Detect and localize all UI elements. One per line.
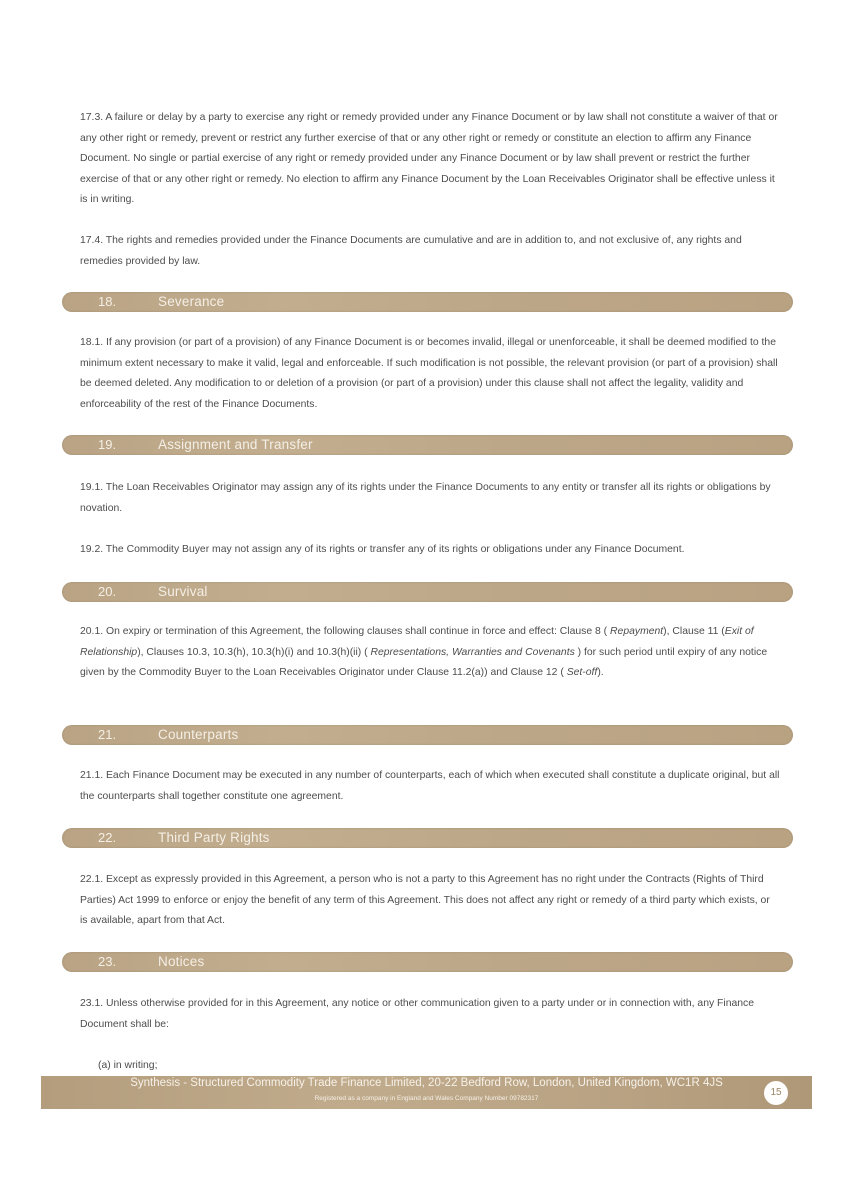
clause-20-1-text-b: ), Clause 11 ( bbox=[663, 626, 725, 637]
clause-23-1: 23.1. Unless otherwise provided for in this Agreement, any notice or other communication given to a party under or in connection with, any Finance Document shall be: bbox=[80, 998, 755, 1030]
section-header-counterparts bbox=[62, 725, 793, 745]
section-title: Third Party Rights bbox=[158, 830, 270, 845]
clause-20-1 bbox=[80, 622, 780, 684]
clause-23-1-a: (a) in writing; bbox=[98, 1060, 158, 1071]
section-number: 19. bbox=[98, 437, 117, 452]
clause-20-1-text-c: ), Clauses 10.3, 10.3(h), 10.3(h)(i) and 10.3(h)(ii) ( bbox=[137, 646, 371, 658]
clause-20-1-text-d: ) for such period until expiry of any notice given by the Commodity Buyer to the Loan Receivables Originator under Clause 11.2(a)) and Clause 12 ( bbox=[80, 646, 768, 678]
clause-19-2: 19.2. The Commodity Buyer may not assign any of its rights or transfer any of its rights or obligations under any Finance Document. bbox=[80, 544, 685, 555]
section-header-notices bbox=[62, 952, 793, 972]
section-header-survival bbox=[62, 582, 793, 602]
clause-20-1-text-e: ). bbox=[597, 667, 604, 678]
clause-21-1: 21.1. Each Finance Document may be executed in any number of counterparts, each of which when executed shall constitute a duplicate original, but all the counterparts shall together constitute one agreement. bbox=[80, 770, 780, 802]
clause-ref-exit: Exit of Relationship bbox=[80, 626, 754, 658]
section-title: Notices bbox=[158, 954, 205, 969]
clause-18-1: 18.1. If any provision (or part of a provision) of any Finance Document is or becomes invalid, illegal or unenforceable, it shall be deemed modified to the minimum extent necessary to make it valid, legal and enforceable. If such modification is not possible, the relevant provision (or part of a provision) shall be deemed deleted. Any modification to or deletion of a provision (or part of a provision) under this clause shall not affect the legality, validity and enforceability of the rest of the Finance Documents. bbox=[80, 337, 778, 410]
clause-19-1: 19.1. The Loan Receivables Originator may assign any of its rights under the Finance Documents to any entity or transfer all its rights or obligations by novation. bbox=[80, 482, 771, 514]
clause-ref-repayment: Repayment bbox=[610, 626, 664, 637]
clause-ref-set-off: Set-off bbox=[566, 667, 598, 678]
footer-address: Synthesis - Structured Commodity Trade Finance Limited, 20-22 Bedford Row, London, United Kingdom, WC1R 4JS bbox=[130, 1077, 723, 1089]
section-title: Severance bbox=[158, 294, 225, 309]
clause-17-3: 17.3. A failure or delay by a party to exercise any right or remedy provided under any Finance Document or by law shall not constitute a waiver of that or any other right or remedy, prevent or restrict any further exercise of that or any other right or remedy or constitute an election to affirm any Finance Document. No single or partial exercise of any right or remedy provided under any Finance Document or by law shall prevent or restrict the further exercise of that or any other right or remedy. No election to affirm any Finance Document by the Loan Receivables Originator shall be effective unless it is in writing. bbox=[80, 112, 778, 205]
section-title: Assignment and Transfer bbox=[158, 437, 313, 452]
clause-ref-representations: Representations, Warranties and Covenants bbox=[370, 646, 575, 658]
clause-20-1-text-a: 20.1. On expiry or termination of this Agreement, the following clauses shall continue in force and effect: Clause 8 ( bbox=[80, 626, 611, 637]
section-header-third-party bbox=[62, 828, 793, 848]
clause-17-4: 17.4. The rights and remedies provided under the Finance Documents are cumulative and are in addition to, and not exclusive of, any rights and remedies provided by law. bbox=[80, 235, 742, 267]
section-header-assignment bbox=[62, 435, 793, 455]
section-number: 21. bbox=[98, 727, 117, 742]
page-footer bbox=[41, 1076, 812, 1109]
section-number: 20. bbox=[98, 584, 117, 599]
section-number: 18. bbox=[98, 294, 117, 309]
footer-registration: Registered as a company in England and Wales Company Number 09782317 bbox=[314, 1095, 539, 1102]
page-number: 15 bbox=[764, 1081, 788, 1105]
section-title: Counterparts bbox=[158, 727, 239, 742]
section-number: 23. bbox=[98, 954, 117, 969]
section-header-severance bbox=[62, 292, 793, 312]
clause-22-1: 22.1. Except as expressly provided in this Agreement, a person who is not a party to this Agreement has no right under the Contracts (Rights of Third Parties) Act 1999 to enforce or enjoy the benefit of any term of this Agreement. This does not affect any right or remedy of a third party which exists, or is available, apart from that Act. bbox=[80, 874, 770, 926]
section-title: Survival bbox=[158, 584, 208, 599]
section-number: 22. bbox=[98, 830, 117, 845]
